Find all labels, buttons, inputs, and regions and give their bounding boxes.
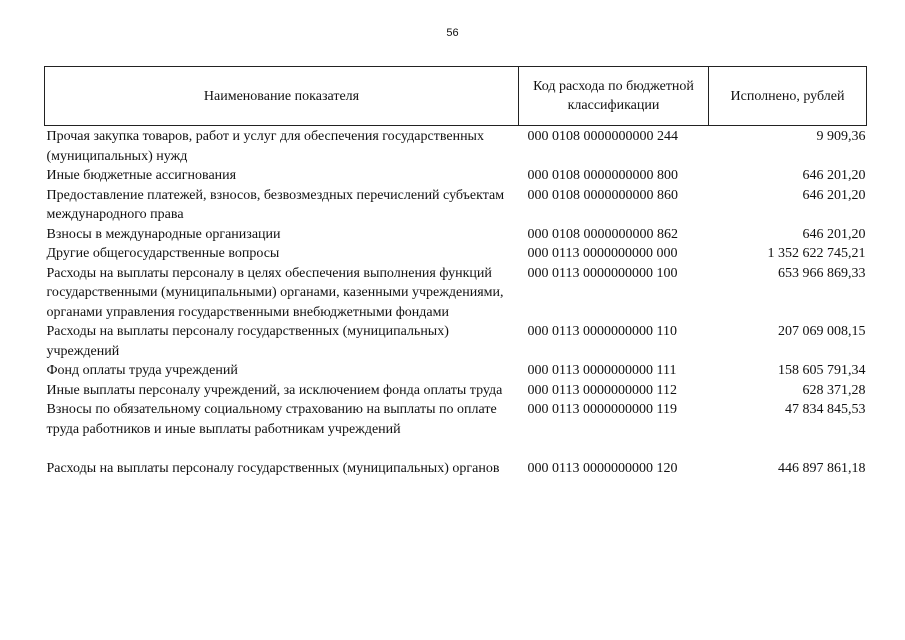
row-amount: 653 966 869,33 <box>778 265 866 281</box>
row-name: Другие общегосударственные вопросы <box>46 246 280 261</box>
row-name: Предоставление платежей, взносов, безвозмездных перечислений субъектам международного права <box>46 187 505 222</box>
table-row <box>45 400 867 439</box>
row-name: Иные выплаты персоналу учреждений, за исключением фонда оплаты труда <box>46 382 503 398</box>
table-row <box>45 322 867 361</box>
table-header-row <box>45 67 867 126</box>
row-amount: 1 352 622 745,21 <box>767 246 866 261</box>
row-code: 000 0113 0000000000 000 <box>527 246 678 261</box>
row-name: Расходы на выплаты персоналу государственных (муниципальных) органов <box>46 461 500 476</box>
table-row <box>45 244 867 264</box>
row-name: Расходы на выплаты персоналу в целях обеспечения выполнения функций государственными (муниципальными) органами, казенными учреждениями, органами управления государственными внебюджетными фондами <box>46 265 504 320</box>
table-row <box>45 264 867 323</box>
row-code: 000 0108 0000000000 860 <box>527 187 678 203</box>
row-code: 000 0113 0000000000 120 <box>527 461 678 476</box>
row-amount: 646 201,20 <box>802 187 866 203</box>
row-amount: 646 201,20 <box>802 168 866 183</box>
page-number: 56 <box>446 27 459 39</box>
budget-expenditure-table <box>44 66 867 479</box>
row-amount: 47 834 845,53 <box>785 402 866 417</box>
table-row <box>45 225 867 245</box>
row-code: 000 0108 0000000000 800 <box>527 168 678 183</box>
row-code: 000 0113 0000000000 119 <box>527 402 677 417</box>
row-amount: 646 201,20 <box>802 226 866 242</box>
row-name: Взносы в международные организации <box>46 226 281 242</box>
header-indicator-name: Наименование показателя <box>45 67 519 126</box>
row-code: 000 0113 0000000000 110 <box>527 324 677 339</box>
table-row <box>45 381 867 401</box>
row-code: 000 0108 0000000000 244 <box>527 129 678 144</box>
table-row <box>45 166 867 186</box>
row-code: 000 0113 0000000000 100 <box>527 265 678 281</box>
header-executed-amount: Исполнено, рублей <box>709 67 867 126</box>
row-amount: 628 371,28 <box>802 382 866 398</box>
row-amount: 446 897 861,18 <box>778 461 866 476</box>
row-name: Фонд оплаты труда учреждений <box>46 363 238 378</box>
row-name: Иные бюджетные ассигнования <box>46 168 237 183</box>
row-amount: 9 909,36 <box>816 129 866 144</box>
row-name: Прочая закупка товаров, работ и услуг для обеспечения государственных (муниципальных) нужд <box>46 129 484 164</box>
row-amount: 158 605 791,34 <box>778 363 866 378</box>
row-code: 000 0113 0000000000 112 <box>527 382 677 398</box>
table-row <box>45 186 867 225</box>
table-row <box>45 439 867 479</box>
header-expense-code: Код расхода по бюджетной классификации <box>519 67 709 126</box>
row-code: 000 0113 0000000000 111 <box>527 363 677 378</box>
table-row <box>45 126 867 167</box>
row-code: 000 0108 0000000000 862 <box>527 226 678 242</box>
table-row <box>45 361 867 381</box>
row-name: Расходы на выплаты персоналу государственных (муниципальных) учреждений <box>46 324 449 359</box>
row-amount: 207 069 008,15 <box>778 324 866 339</box>
row-name: Взносы по обязательному социальному страхованию на выплаты по оплате труда работников и иные выплаты работникам учреждений <box>46 402 497 437</box>
